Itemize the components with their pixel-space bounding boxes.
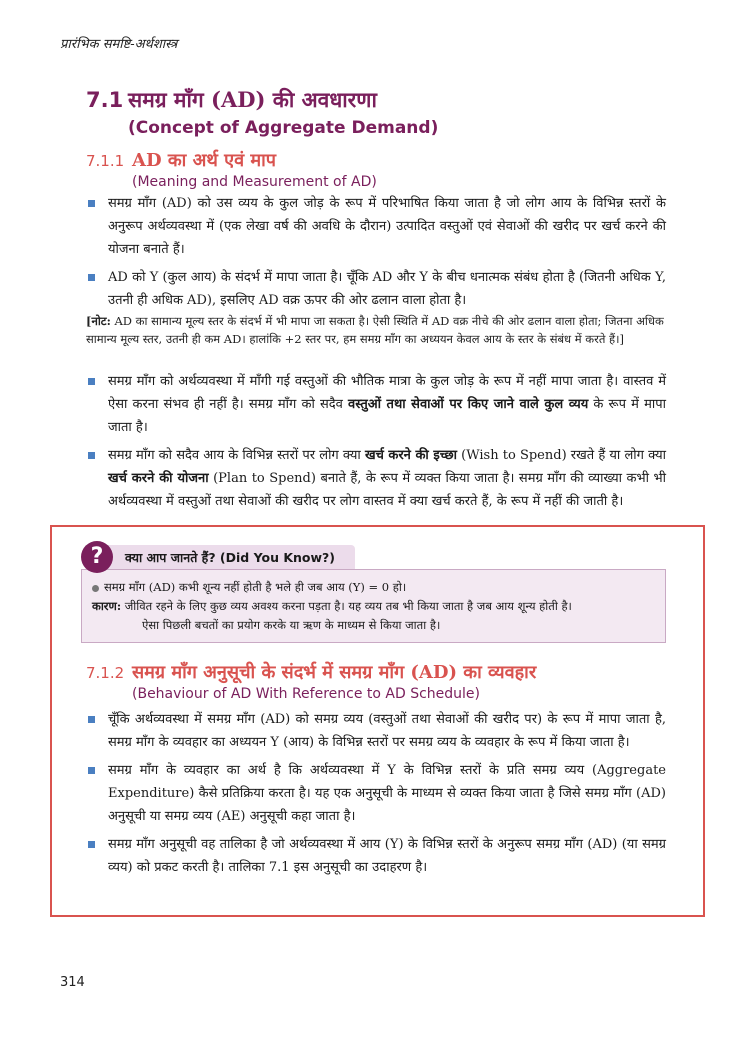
- subsection-2-bullets: [86, 708, 666, 884]
- reason-label: कारण:: [92, 599, 122, 613]
- did-you-know-point: समग्र माँग (AD) कभी शून्य नहीं होती है भले ही जब आय (Y) = 0 हो।: [92, 578, 655, 597]
- reason-line-1: जीवित रहने के लिए कुछ व्यय अवश्य करना पड़ता है। यह व्यय तब भी किया जाता है जब आय शून्य होती है।: [124, 599, 572, 613]
- bullet-square-icon: [88, 378, 95, 385]
- list-item: समग्र माँग के व्यवहार का अर्थ है कि अर्थव्यवस्था में Y के विभिन्न स्तरों के प्रति समग्र व्यय (Aggregate Expenditure) कैसे प्रतिक्रिया करता है। यह एक अनुसूची के माध्यम से व्यक्त किया जाता है जिसे समग्र माँग (AD) अनुसूची या समग्र व्यय (AE) अनुसूची कहा जाता है।: [86, 759, 666, 828]
- section-number: 7.1: [86, 88, 124, 112]
- list-item: समग्र माँग को अर्थव्यवस्था में माँगी गई वस्तुओं की भौतिक मात्रा के कुल जोड़ के रूप में नहीं मापा जाता है। वास्तव में ऐसा करना संभव ही नहीं है। समग्र माँग को सदैव वस्तुओं तथा सेवाओं पर किए जाने वाले कुल व्यय के रूप में मापा जाता है।: [86, 370, 666, 439]
- bullet-square-icon: [88, 452, 95, 459]
- list-item: AD को Y (कुल आय) के संदर्भ में मापा जाता है। चूँकि AD और Y के बीच धनात्मक संबंध होता है (जितनी अधिक Y, उतनी ही अधिक AD), इसलिए AD वक्र ऊपर की ओर ढलान वाला होता है।: [86, 266, 666, 312]
- bullet-square-icon: [88, 274, 95, 281]
- note-block: [86, 312, 671, 348]
- section-title-english: (Concept of Aggregate Demand): [128, 118, 439, 138]
- list-item: समग्र माँग को सदैव आय के विभिन्न स्तरों पर लोग क्या खर्च करने की इच्छा (Wish to Spend) रखते हैं या लोग क्या खर्च करने की योजना (Plan to Spend) बनाते हैं, के रूप में व्यक्त किया जाता है। समग्र माँग की व्याख्या कभी भी अर्थव्यवस्था में वस्तुओं तथा सेवाओं की खरीद पर लोग वास्तव में क्या खर्च करते हैं, के रूप में नहीं की जाती है।: [86, 444, 666, 513]
- did-you-know-heading: क्या आप जानते हैं? (Did You Know?): [125, 550, 336, 565]
- bullet-square-icon: [88, 200, 95, 207]
- page-number: 314: [60, 975, 85, 990]
- subsection-2-number: 7.1.2: [86, 664, 125, 682]
- bullet-square-icon: [88, 767, 95, 774]
- list-item: चूँकि अर्थव्यवस्था में समग्र माँग (AD) को समग्र व्यय (वस्तुओं तथा सेवाओं की खरीद पर) के रूप में मापा जाता है, समग्र माँग के व्यवहार का अध्ययन Y (आय) के विभिन्न स्तरों पर समग्र व्यय के व्यवहार के रूप में किया जाता है।: [86, 708, 666, 754]
- subsection-1-heading: [86, 148, 686, 190]
- list-item: समग्र माँग (AD) को उस व्यय के कुल जोड़ के रूप में परिभाषित किया जाता है जो लोग आय के विभिन्न स्तरों के अनुरूप अर्थव्यवस्था में (एक लेखा वर्ष की अवधि के दौरान) उत्पादित वस्तुओं एवं सेवाओं की खरीद पर खर्च करने की योजना बनाते हैं।: [86, 192, 666, 261]
- bullet-square-icon: [88, 841, 95, 848]
- subsection-2-title-english: (Behaviour of AD With Reference to AD Schedule): [132, 686, 480, 702]
- subsection-1-title-english: (Meaning and Measurement of AD): [132, 174, 377, 190]
- did-you-know-header: [95, 545, 355, 569]
- section-title-hindi: समग्र माँग (AD) की अवधारणा: [128, 87, 377, 112]
- reason-line-2: ऐसा पिछली बचतों का प्रयोग करके या ऋण के माध्यम से किया जाता है।: [142, 618, 441, 632]
- note-label: [नोट:: [86, 314, 111, 328]
- bullet-square-icon: [88, 716, 95, 723]
- subsection-1-number: 7.1.1: [86, 152, 125, 170]
- did-you-know-box: [81, 545, 666, 643]
- bullet-dot-icon: [92, 585, 99, 592]
- question-mark-icon: ?: [81, 541, 113, 573]
- subsection-2-heading: [86, 660, 686, 702]
- subsection-1-bullets-b: [86, 370, 666, 518]
- section-heading: [86, 86, 686, 138]
- subsection-2-title-hindi: समग्र माँग अनुसूची के संदर्भ में समग्र माँग (AD) का व्यवहार: [132, 662, 537, 683]
- subsection-1-bullets-a: [86, 192, 666, 317]
- list-item: समग्र माँग अनुसूची वह तालिका है जो अर्थव्यवस्था में आय (Y) के विभिन्न स्तरों के अनुरूप समग्र माँग (AD) (या समग्र व्यय) को प्रकट करती है। तालिका 7.1 इस अनुसूची का उदाहरण है।: [86, 833, 666, 879]
- subsection-1-title-hindi: AD का अर्थ एवं माप: [132, 150, 276, 171]
- note-text: AD का सामान्य मूल्य स्तर के संदर्भ में भी मापा जा सकता है। ऐसी स्थिति में AD वक्र नीचे की ओर ढलान वाला होता; जितना अधिक सामान्य मूल्य स्तर, उतनी ही कम AD। हालांकि +2 स्तर पर, हम समग्र माँग का अध्ययन केवल आय के स्तर के संबंध में करते हैं।]: [86, 314, 664, 346]
- running-head: प्रारंभिक समष्टि-अर्थशास्त्र: [60, 37, 178, 52]
- did-you-know-body: [81, 569, 666, 643]
